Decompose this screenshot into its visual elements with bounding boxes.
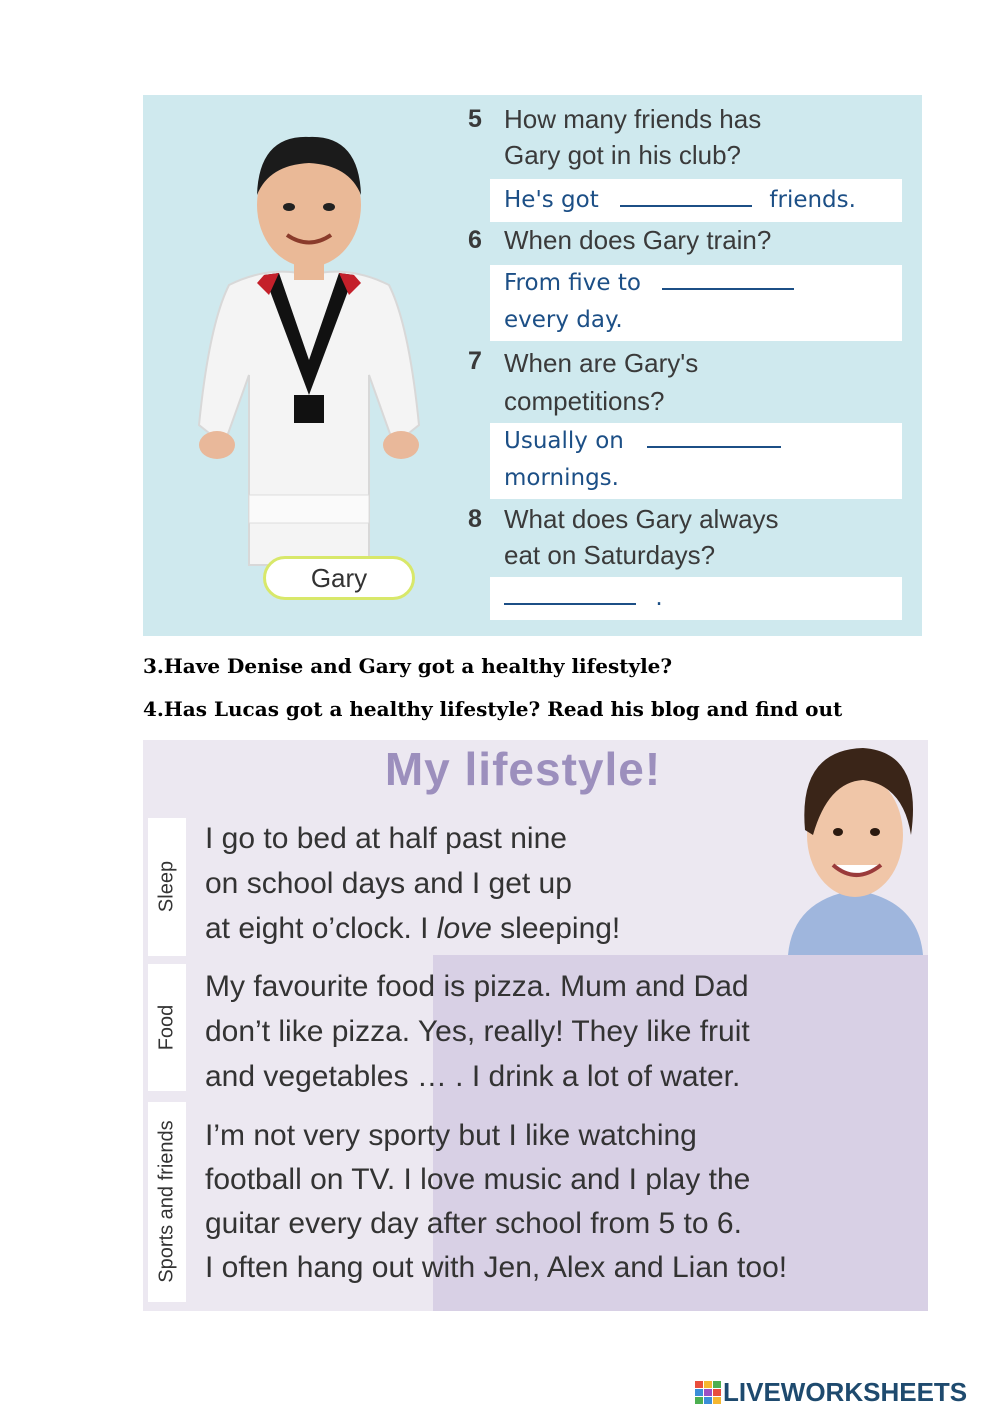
question-6-number: 6 [468,226,482,254]
sports-line-3: guitar every day after school from 5 to 6. [205,1207,742,1240]
liveworksheets-logo[interactable] [695,1377,995,1409]
answer-5-suffix: friends. [769,187,856,213]
task-3-heading: 3.Have Denise and Gary got a healthy lifestyle? [143,654,673,678]
question-8-line-1: What does Gary always [504,504,779,534]
answer-7-prefix: Usually on [504,428,624,454]
sleep-emphasis: love [436,912,492,945]
answer-8-box [490,577,902,620]
sleep-line-3: at eight o’clock. I [205,912,437,945]
question-7-line-2: competitions? [504,386,665,416]
question-7-text [504,344,698,420]
task-4-heading: 4.Has Lucas got a healthy lifestyle? Read his blog and find out [143,697,843,721]
question-7-line-1: When are Gary's [504,348,699,378]
food-paragraph [205,964,750,1099]
lucas-blog [143,740,928,1311]
question-5-number: 5 [468,105,482,133]
answer-8-blank[interactable] [504,583,636,605]
answer-7-box [490,423,902,499]
question-8-line-2: eat on Saturdays? [504,540,716,570]
food-line-1: My favourite food is pizza. Mum and Dad [205,970,749,1003]
gary-photo [169,125,439,595]
question-8-number: 8 [468,505,482,533]
gary-name-tag: Gary [263,556,415,600]
answer-6-suffix: every day. [504,307,623,333]
question-5-line-2: Gary got in his club? [504,140,742,170]
logo-text: LIVEWORKSHEETS [723,1377,968,1407]
answer-7-blank[interactable] [647,426,781,448]
answer-6-prefix: From five to [504,270,641,296]
question-5-text [504,101,761,173]
food-label-text: Food [155,1004,178,1051]
answer-8-suffix: . [655,585,663,611]
answer-6-blank[interactable] [662,268,794,290]
food-line-3: and vegetables … . I drink a lot of water. [205,1060,741,1093]
sleep-side-label [148,818,186,956]
logo-mark-icon [695,1381,721,1405]
question-8-text [504,501,779,573]
answer-5-blank[interactable] [620,185,752,207]
sports-line-1: I’m not very sporty but I like watching [205,1119,697,1152]
question-7-number: 7 [468,347,482,375]
food-side-label [148,964,186,1091]
food-line-2: don’t like pizza. Yes, really! They like fruit [205,1015,750,1048]
question-6-line-1: When does Gary train? [504,225,772,255]
sports-paragraph [205,1114,787,1290]
blog-title: My lifestyle! [384,743,662,795]
lucas-photo [783,740,928,955]
sleep-line-1: I go to bed at half past nine [205,822,567,855]
sports-label-text: Sports and friends [155,1120,178,1283]
sports-line-2: football on TV. I love music and I play the [205,1163,751,1196]
question-6-text [504,222,771,258]
sleep-label-text: Sleep [155,860,178,913]
gary-panel [143,95,922,636]
sleep-line-2: on school days and I get up [205,867,572,900]
answer-7-suffix: mornings. [504,465,619,491]
answer-5-box [490,179,902,222]
answer-5-prefix: He's got [504,187,599,213]
sports-line-4: I often hang out with Jen, Alex and Lian too! [205,1251,788,1284]
sleep-paragraph [205,816,620,951]
sleep-line-3-tail: sleeping! [491,912,621,945]
sports-side-label [148,1102,186,1302]
question-5-line-1: How many friends has [504,104,762,134]
answer-6-box [490,265,902,341]
